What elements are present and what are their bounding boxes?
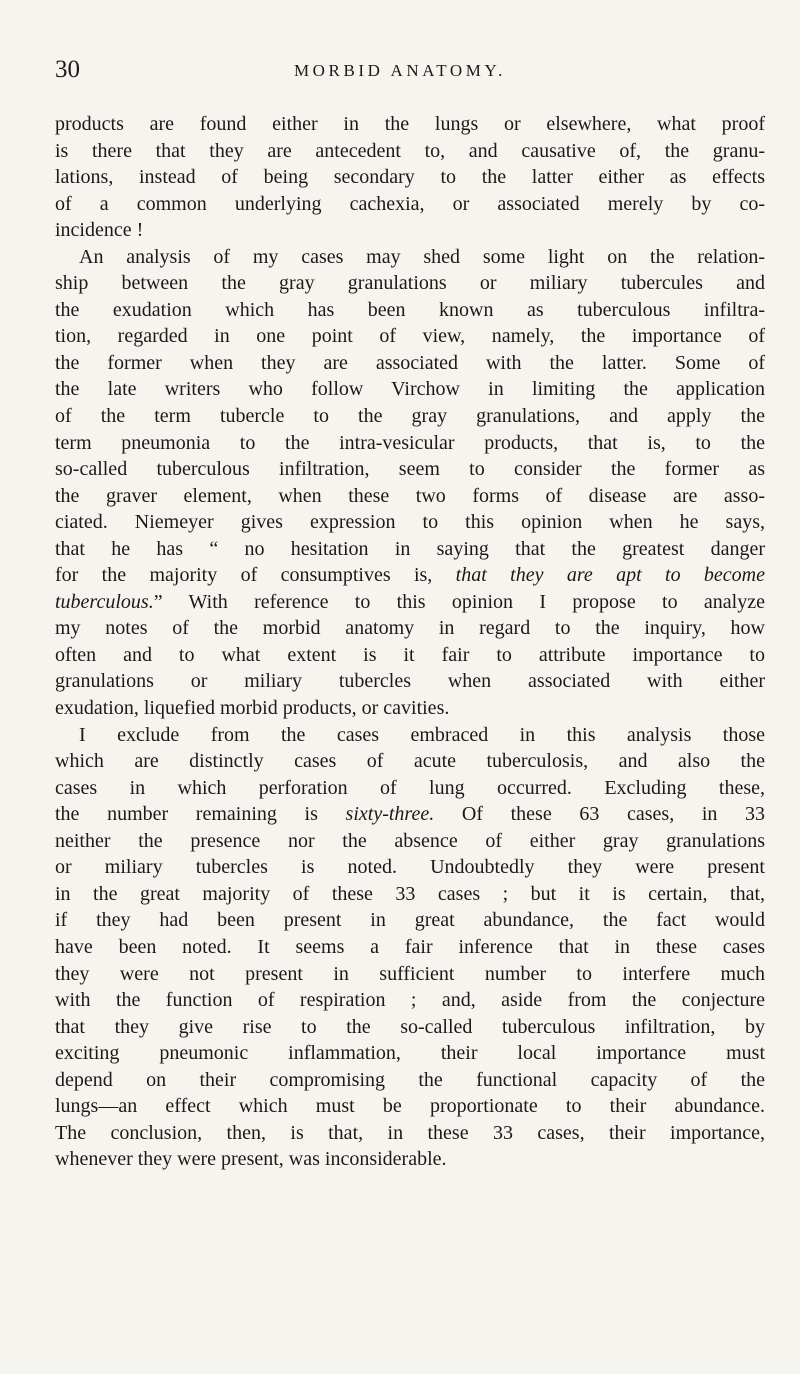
text-line: they were not present in sufficient number to interfere much [55, 962, 765, 985]
text-line: the exudation which has been known as tuberculous infiltra- [55, 298, 765, 321]
text-line: often and to what extent is it fair to attribute importance to [55, 643, 765, 666]
text-line [55, 589, 765, 616]
text-line: have been noted. It seems a fair inference that in these cases [55, 935, 765, 958]
text-line: that they give rise to the so-called tuberculous infiltration, by [55, 1015, 765, 1038]
text-line: I exclude from the cases embraced in this analysis those [79, 723, 765, 746]
text-line: cases in which perforation of lung occurred. Excluding these, [55, 776, 765, 799]
text-run: for the majority of consumptives is, [55, 564, 433, 587]
running-head: MORBID ANATOMY. [293, 61, 507, 80]
page-number: 30 [55, 56, 80, 83]
text-line: my notes of the morbid anatomy in regard to the inquiry, how [55, 617, 765, 640]
italic-number: sixty-three. [345, 803, 435, 826]
text-line: the late writers who follow Virchow in limiting the application [55, 378, 765, 401]
text-line: tion, regarded in one point of view, namely, the importance of [55, 325, 765, 348]
text-line: which are distinctly cases of acute tuberculosis, and also the [55, 750, 765, 773]
text-line: the former when they are associated with the latter. Some of [55, 351, 765, 374]
text-line: lations, instead of being secondary to the latter either as effects [55, 166, 765, 189]
text-line: or miliary tubercles is noted. Undoubtedly they were present [55, 856, 765, 879]
text-line: term pneumonia to the intra-vesicular products, that is, to the [55, 431, 765, 454]
text-run: ” With reference to this opinion I propose to analyze [153, 590, 765, 613]
italic-quote: that they are apt to become [455, 564, 765, 587]
body-text [55, 111, 765, 1173]
text-line: of the term tubercle to the gray granulations, and apply the [55, 405, 765, 428]
text-line: exudation, liquefied morbid products, or cavities. [55, 697, 450, 720]
text-line: products are found either in the lungs or elsewhere, what proof [55, 113, 765, 135]
text-run: Of these 63 cases, in 33 [461, 803, 766, 826]
text-line: depend on their compromising the functional capacity of the [55, 1068, 765, 1091]
text-line: An analysis of my cases may shed some light on the relation- [79, 245, 765, 268]
italic-quote: tuberculous. [55, 590, 154, 613]
text-line: ship between the gray granulations or miliary tubercules and [55, 272, 765, 295]
text-line: that he has “ no hesitation in saying that the greatest danger [55, 537, 765, 560]
text-line: ciated. Niemeyer gives expression to this opinion when he says, [55, 511, 765, 534]
text-line: so-called tuberculous infiltration, seem to consider the former as [55, 458, 765, 481]
text-line: if they had been present in great abundance, the fact would [55, 909, 765, 932]
text-line: lungs—an effect which must be proportionate to their abundance. [55, 1095, 765, 1118]
text-line: of a common underlying cachexia, or associated merely by co- [55, 192, 765, 215]
text-line: is there that they are antecedent to, and causative of, the granu- [55, 139, 765, 162]
text-line [55, 801, 765, 828]
text-line: The conclusion, then, is that, in these 33 cases, their importance, [55, 1121, 765, 1144]
text-run: the number remaining is [55, 803, 318, 826]
text-line: granulations or miliary tubercles when associated with either [55, 670, 765, 693]
text-line: in the great majority of these 33 cases ; but it is certain, that, [55, 882, 765, 905]
text-line [55, 562, 765, 589]
text-line: incidence ! [55, 219, 144, 242]
text-line: exciting pneumonic inflammation, their local importance must [55, 1042, 765, 1065]
text-line: neither the presence nor the absence of either gray granulations [55, 829, 765, 852]
text-line: with the function of respiration ; and, aside from the conjecture [55, 989, 765, 1012]
text-line: the graver element, when these two forms of disease are asso- [55, 484, 765, 507]
text-line: whenever they were present, was inconsiderable. [55, 1148, 447, 1171]
